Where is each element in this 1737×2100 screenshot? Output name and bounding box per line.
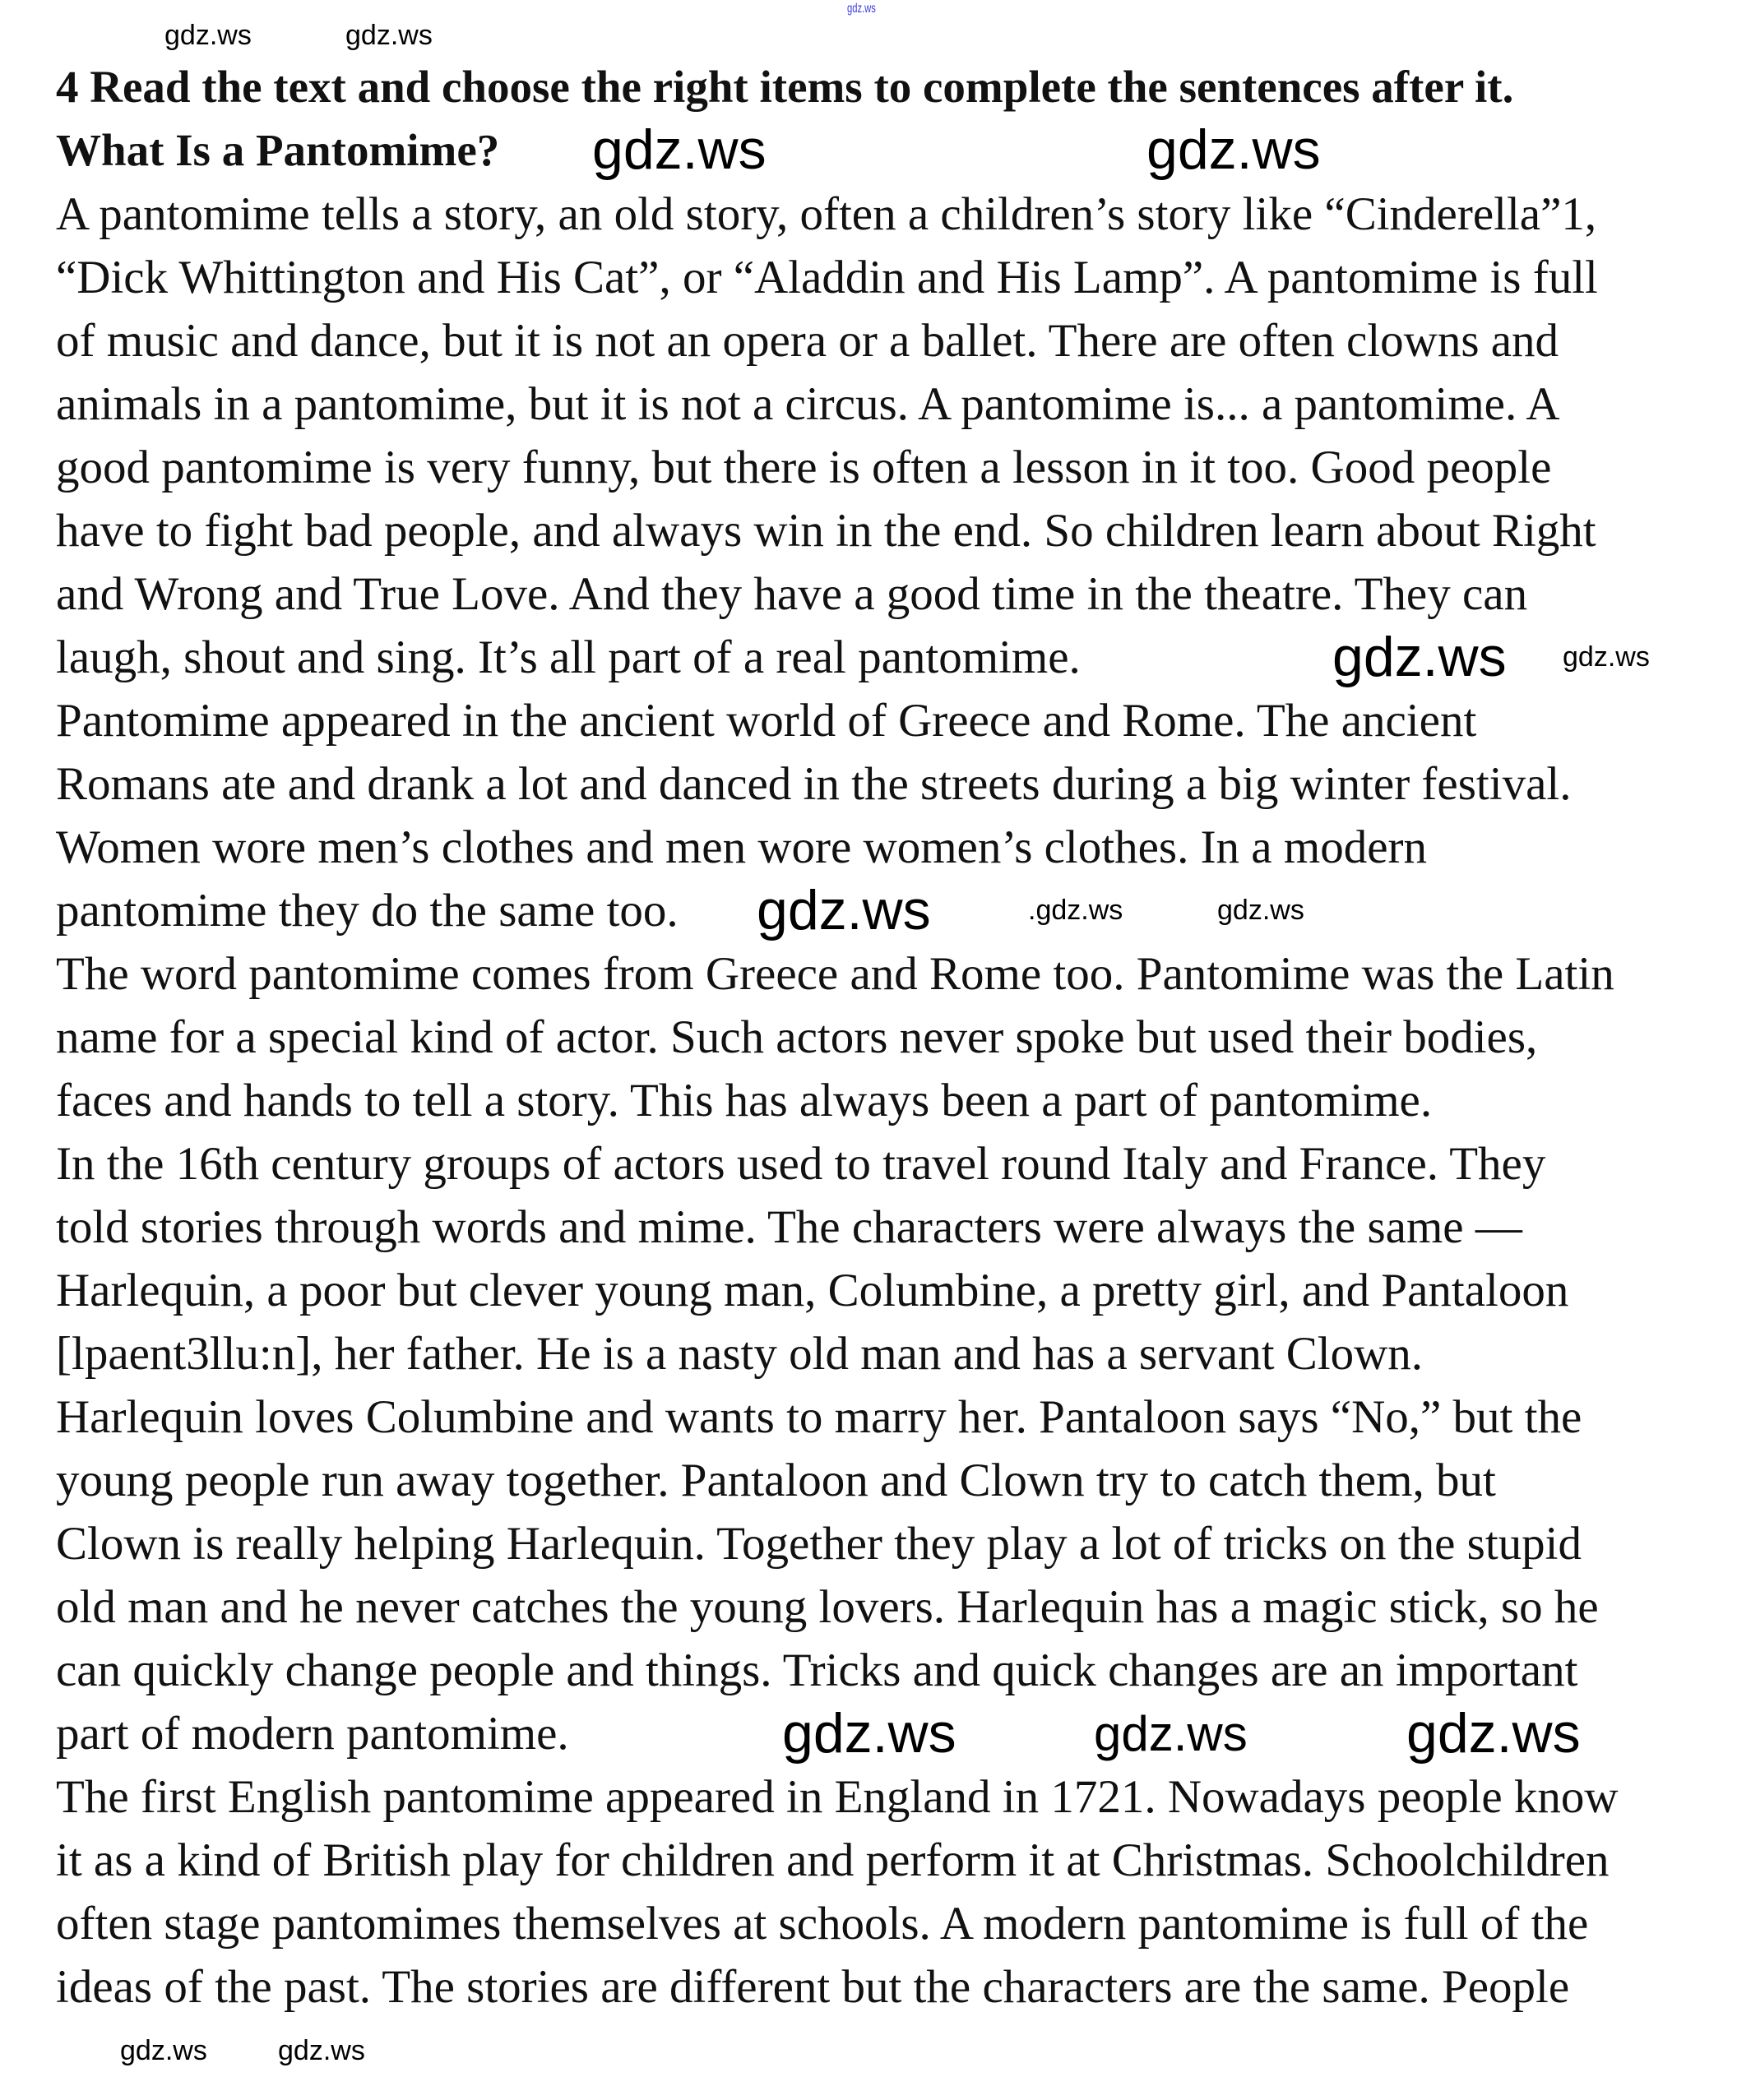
text-line: of music and dance, but it is not an opera or a ballet. There are often clowns and (56, 315, 1559, 367)
watermark: gdz.ws (1146, 118, 1321, 181)
text-line: Clown is really helping Harlequin. Together they play a lot of tricks on the stupid (56, 1518, 1582, 1570)
text-line: can quickly change people and things. Tricks and quick changes are an important (56, 1644, 1578, 1696)
text-line: The first English pantomime appeared in England in 1721. Nowadays people know (56, 1771, 1619, 1823)
watermark-small: gdz.ws (164, 20, 252, 51)
text-line: old man and he never catches the young lovers. Harlequin has a magic stick, so he (56, 1581, 1599, 1633)
text-line: Pantomime appeared in the ancient world of Greece and Rome. The ancient (56, 695, 1477, 747)
text-title: What Is a Pantomime? (56, 125, 500, 175)
text-line: it as a kind of British play for children and perform it at Christmas. Schoolchildren (56, 1834, 1610, 1886)
text-line: name for a special kind of actor. Such actors never spoke but used their bodies, (56, 1011, 1538, 1063)
text-line: ideas of the past. The stories are different but the characters are the same. People (56, 1961, 1570, 2013)
watermark-small: .gdz.ws (1028, 895, 1123, 926)
watermark-small: gdz.ws (120, 2035, 207, 2066)
watermark-small: gdz.ws (1563, 641, 1650, 673)
text-line: young people run away together. Pantaloon and Clown try to catch them, but (56, 1455, 1496, 1506)
watermark: gdz.ws (592, 118, 767, 181)
text-line: [lpaent3llu:n], her father. He is a nasty old man and has a servant Clown. (56, 1328, 1424, 1380)
text-line: faces and hands to tell a story. This has always been a part of pantomime. (56, 1075, 1433, 1126)
text-line: Harlequin, a poor but clever young man, Columbine, a pretty girl, and Pantaloon (56, 1265, 1569, 1316)
watermark: gdz.ws (1094, 1706, 1248, 1761)
text-line: Harlequin loves Columbine and wants to marry her. Pantaloon says “No,” but the (56, 1391, 1582, 1443)
text-line: part of modern pantomime. (56, 1708, 569, 1760)
text-line: and Wrong and True Love. And they have a good time in the theatre. They can (56, 568, 1528, 620)
watermark-small: gdz.ws (345, 20, 433, 51)
text-line: In the 16th century groups of actors used to travel round Italy and France. They (56, 1138, 1546, 1190)
exercise-heading: 4 Read the text and choose the right items to complete the sentences after it. (56, 62, 1514, 112)
watermark-top: gdz.ws (847, 2, 876, 16)
text-line: Women wore men’s clothes and men wore women’s clothes. In a modern (56, 821, 1427, 873)
watermark: gdz.ws (782, 1702, 957, 1765)
watermark: gdz.ws (1406, 1702, 1581, 1765)
text-line: animals in a pantomime, but it is not a circus. A pantomime is... a pantomime. A (56, 378, 1560, 430)
text-line: “Dick Whittington and His Cat”, or “Aladdin and His Lamp”. A pantomime is full (56, 252, 1598, 303)
text-line: have to fight bad people, and always win in the end. So children learn about Right (56, 505, 1596, 557)
watermark-small: gdz.ws (1217, 895, 1304, 926)
text-line: told stories through words and mime. The characters were always the same — (56, 1201, 1522, 1253)
watermark: gdz.ws (1332, 626, 1507, 688)
watermark: gdz.ws (757, 879, 931, 941)
text-line: A pantomime tells a story, an old story, often a children’s story like “Cinderella”1, (56, 188, 1597, 240)
text-line: pantomime they do the same too. (56, 885, 679, 937)
watermark-small: gdz.ws (278, 2035, 365, 2066)
text-line: Romans ate and drank a lot and danced in the streets during a big winter festival. (56, 758, 1572, 810)
text-line: The word pantomime comes from Greece and Rome too. Pantomime was the Latin (56, 948, 1614, 1000)
text-line: good pantomime is very funny, but there is often a lesson in it too. Good people (56, 442, 1552, 493)
text-line: laugh, shout and sing. It’s all part of a real pantomime. (56, 631, 1081, 683)
text-line: often stage pantomimes themselves at schools. A modern pantomime is full of the (56, 1898, 1589, 1950)
